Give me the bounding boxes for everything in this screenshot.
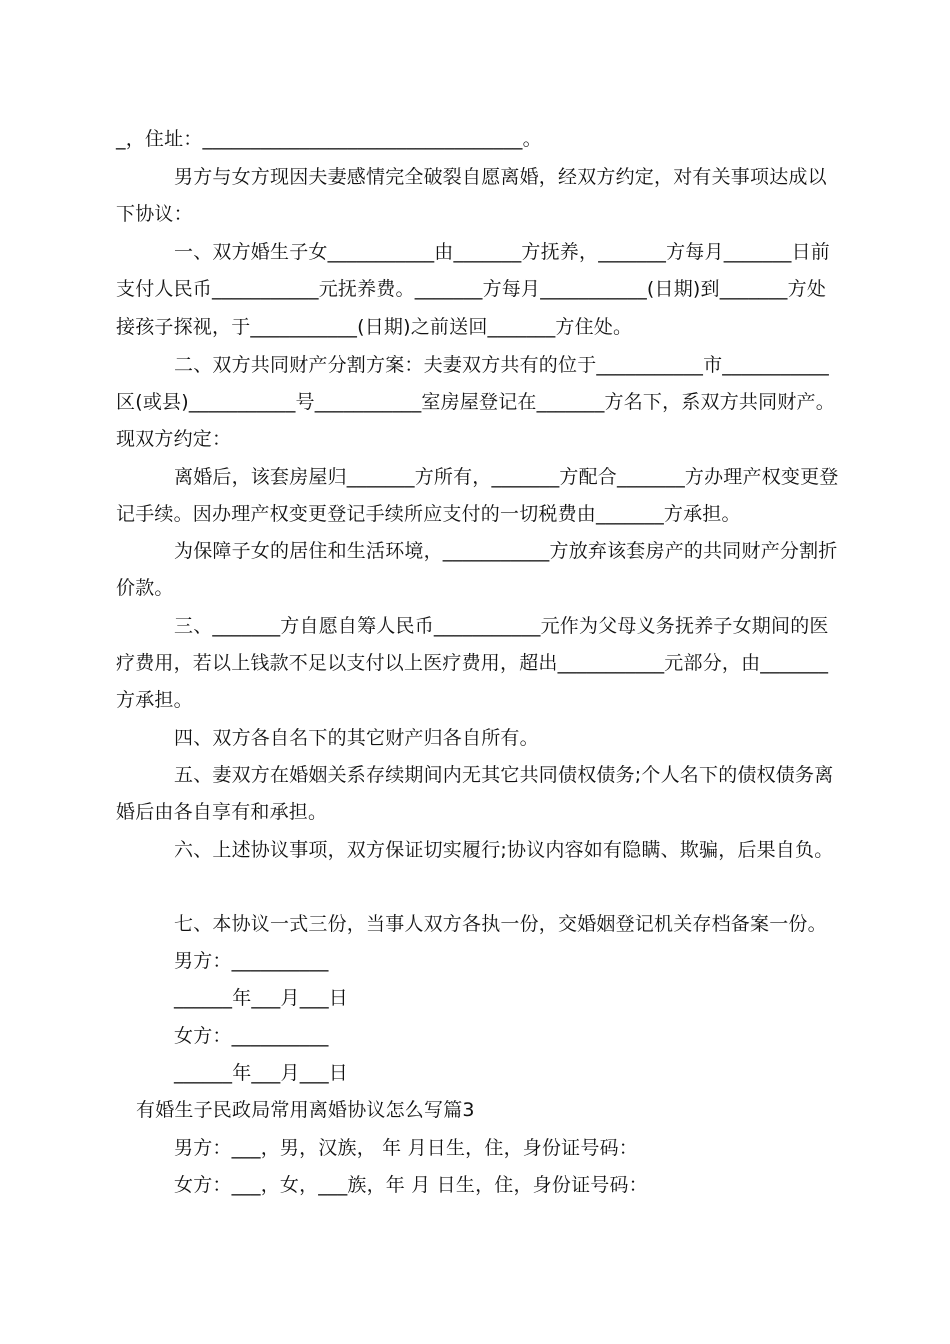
clause-5-line-1: 五、妻双方在婚姻关系存续期间内无其它共同债权债务;个人名下的债权债务离: [174, 764, 834, 786]
clause-2-children-line-1: 为保障子女的居住和生活环境，___________方放弃该套房产的共同财产分割折: [174, 540, 838, 562]
female-date-line: ______年___月___日: [174, 1062, 349, 1084]
clause-6: 六、上述协议事项，双方保证切实履行;协议内容如有隐瞒、欺骗，后果自负。: [174, 839, 834, 861]
male-signature-line: 男方：__________: [174, 950, 329, 972]
clause-5-line-2: 婚后由各自享有和承担。: [116, 801, 328, 823]
male-date-line: ______年___月___日: [174, 987, 349, 1009]
clause-3-line-1: 三、_______方自愿自筹人民币___________元作为父母义务抚养子女期间的医: [174, 615, 829, 637]
clause-2-line-1: 二、双方共同财产分割方案：夫妻双方共有的位于___________市___________: [174, 354, 830, 376]
clause-2-line-3: 现双方约定：: [116, 428, 232, 450]
female-info-line: 女方：___，女，___族，年 月 日生，住，身份证号码：: [174, 1174, 648, 1196]
intro-paragraph-line-1: 男方与女方现因夫妻感情完全破裂自愿离婚，经双方约定，对有关事项达成以: [174, 166, 827, 188]
section-heading: 有婚生子民政局常用离婚协议怎么写篇3: [136, 1099, 475, 1121]
clause-2-house-line-1: 离婚后，该套房屋归_______方所有，_______方配合_______方办理产权变更登: [174, 466, 839, 488]
clause-1-line-1: 一、双方婚生子女___________由_______方抚养，_______方每月_______日前: [174, 241, 831, 263]
clause-1-line-2: 支付人民币___________元抚养费。_______方每月___________(日期)到_______方处: [116, 278, 827, 300]
clause-1-line-3: 接孩子探视，于___________(日期)之前送回_______方住处。: [116, 316, 633, 338]
clause-2-house-line-2: 记手续。因办理产权变更登记手续所应支付的一切税费由_______方承担。: [116, 503, 741, 525]
clause-2-line-2: 区(或县)___________号___________室房屋登记在_______方名下，系双方共同财产。: [116, 391, 835, 413]
intro-paragraph-line-2: 下协议：: [116, 203, 193, 225]
address-line: _，住址：_________________________________。: [116, 128, 542, 150]
male-info-line: 男方：___，男，汉族， 年 月日生，住，身份证号码：: [174, 1137, 638, 1159]
clause-3-line-3: 方承担。: [116, 689, 193, 711]
clause-2-children-line-2: 价款。: [116, 577, 174, 599]
female-signature-line: 女方：__________: [174, 1025, 329, 1047]
clause-4: 四、双方各自名下的其它财产归各自所有。: [174, 727, 539, 749]
clause-7: 七、本协议一式三份，当事人双方各执一份，交婚姻登记机关存档备案一份。: [174, 913, 827, 935]
clause-3-line-2: 疗费用，若以上钱款不足以支付以上医疗费用，超出___________元部分，由_______: [116, 652, 829, 674]
